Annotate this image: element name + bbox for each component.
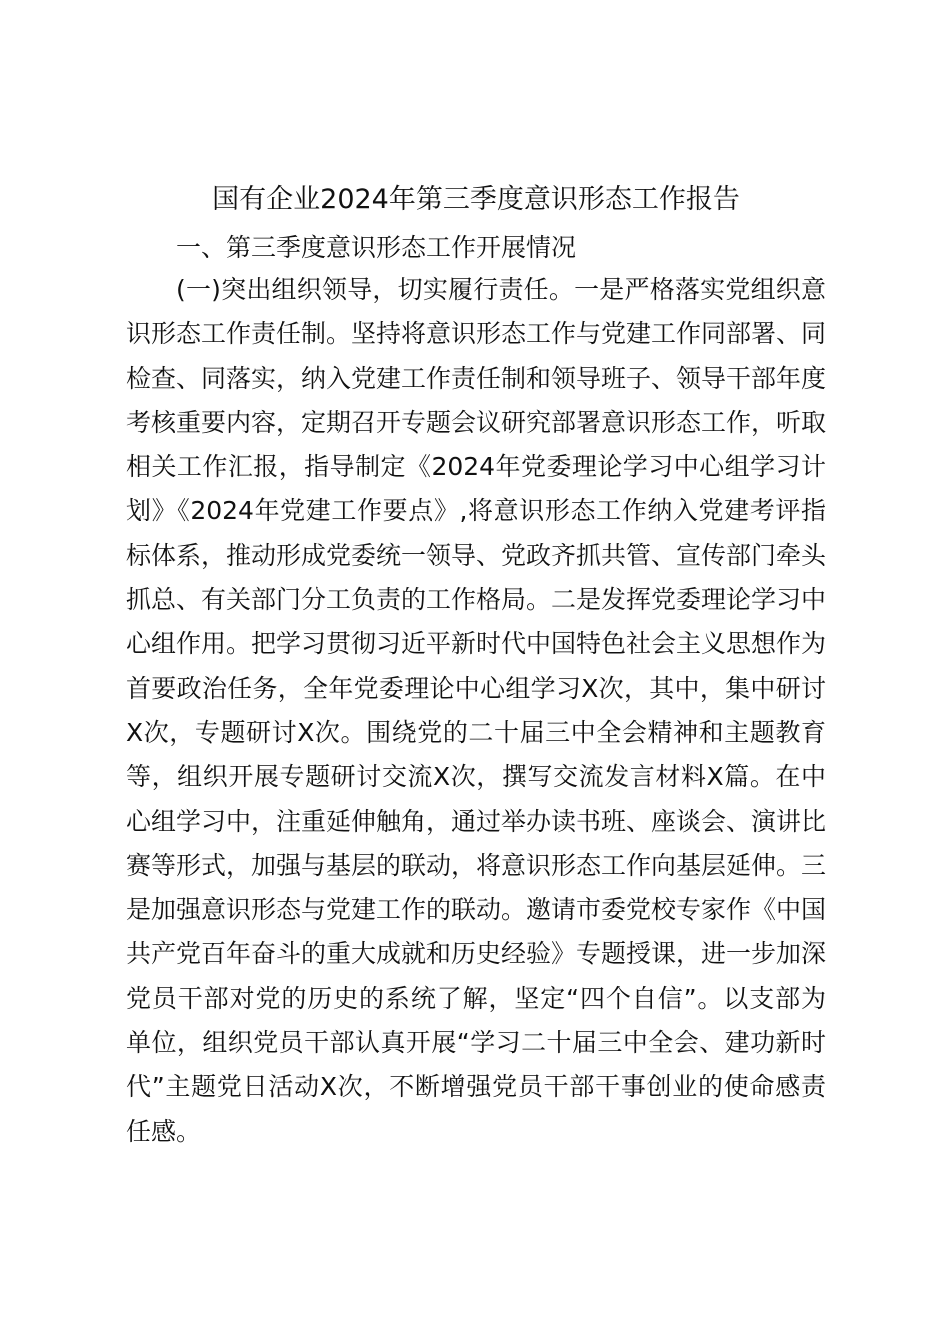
document-title: 国有企业2024年第三季度意识形态工作报告 xyxy=(212,184,740,215)
body-paragraph: (一)突出组织领导，切实履行责任。一是严格落实党组织意识形态工作责任制。坚持将意识形态工作与党建工作同部署、同检查、同落实，纳入党建工作责任制和领导班子、领导干部年度考核重要内容，定期召开专题会议研究部署意识形态工作，听取相关工作汇报，指导制定《2024年党委理论学习中心组学习计划》《2024年党建工作要点》,将意识形态工作纳入党建考评指标体系，推动形成党委统一领导、党政齐抓共管、宣传部门牵头抓总、有关部门分工负责的工作格局。二是发挥党委理论学习中心组作用。把学习贯彻习近平新时代中国特色社会主义思想作为首要政治任务，全年党委理论中心组学习X次，其中，集中研讨X次，专题研讨X次。围绕党的二十届三中全会精神和主题教育等，组织开展专题研讨交流X次，撰写交流发言材料X篇。在中心组学习中，注重延伸触角，通过举办读书班、座谈会、演讲比赛等形式，加强与基层的联动，将意识形态工作向基层延伸。三是加强意识形态与党建工作的联动。邀请市委党校专家作《中国共产党百年奋斗的重大成就和历史经验》专题授课，进一步加深党员干部对党的历史的系统了解，坚定“四个自信”。以支部为单位，组织党员干部认真开展“学习二十届三中全会、建功新时代”主题党日活动X次，不断增强党员干部干事创业的使命感责任感。 xyxy=(126,275,827,1146)
section-heading: 一、第三季度意识形态工作开展情况 xyxy=(176,233,577,262)
